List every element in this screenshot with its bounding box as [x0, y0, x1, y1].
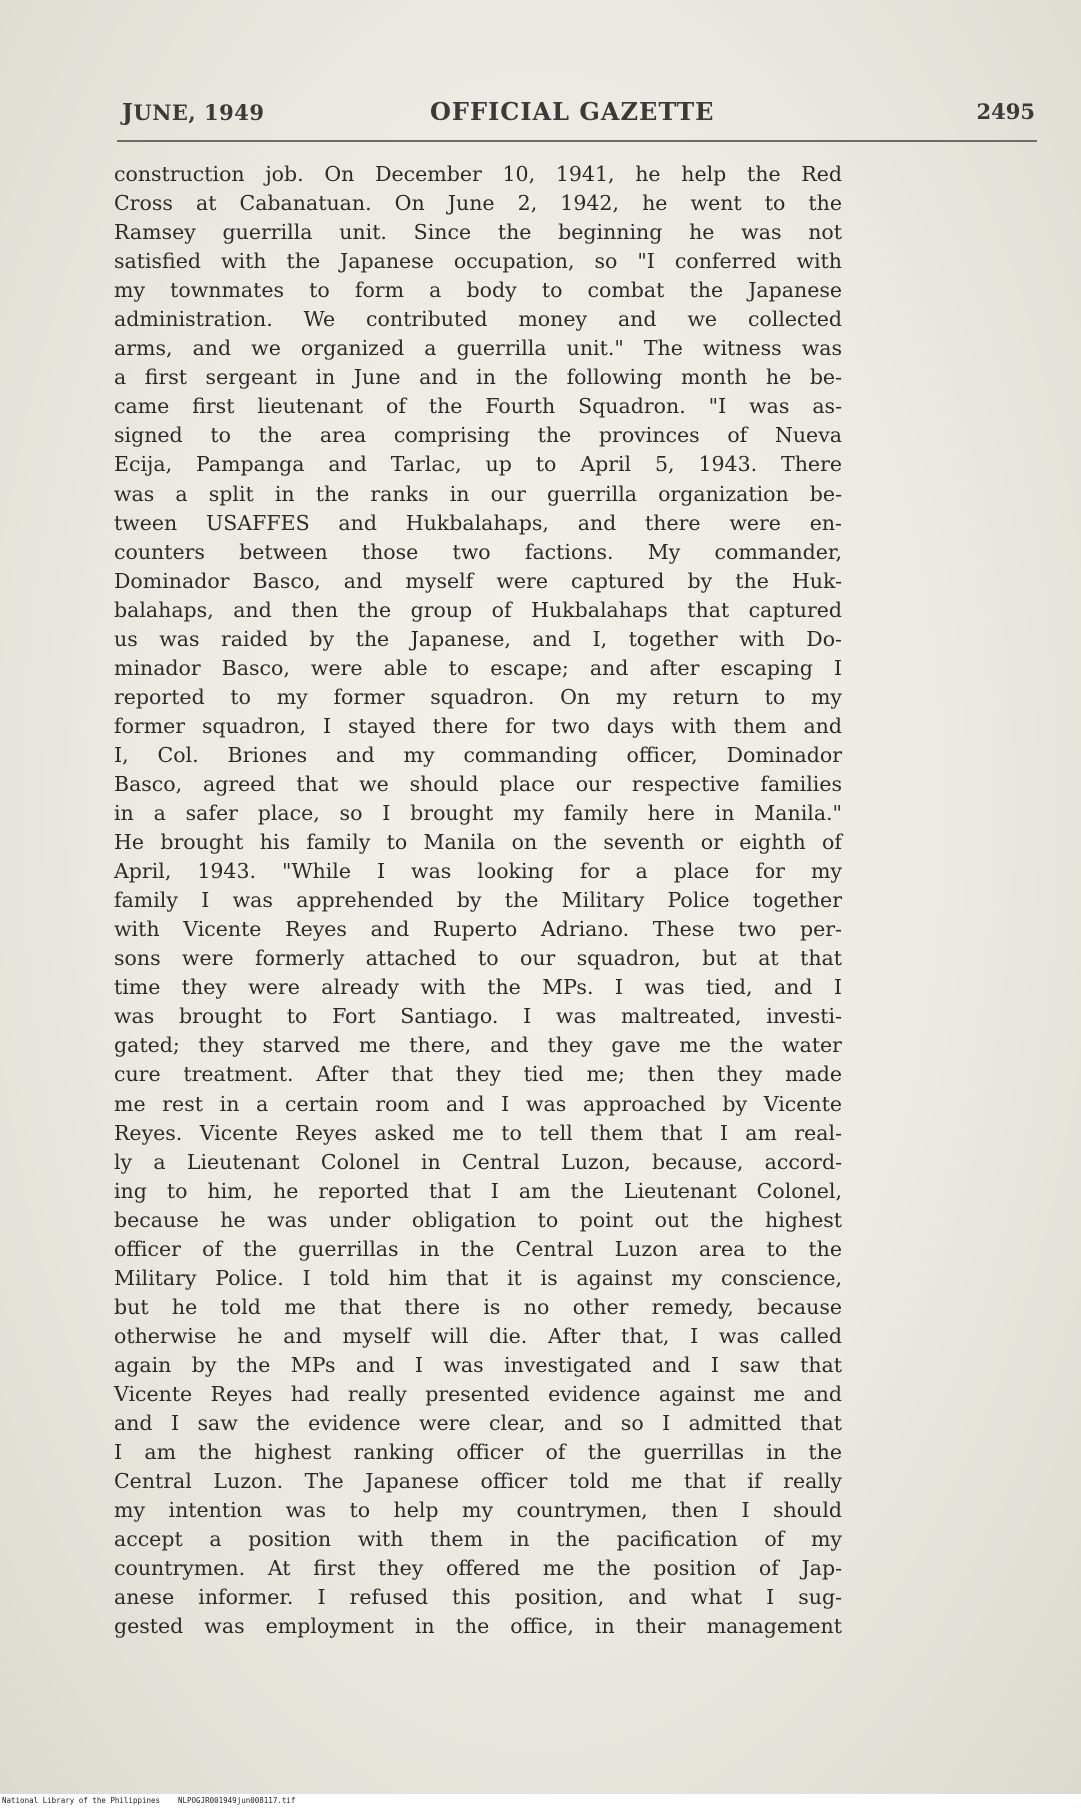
text-line: cure treatment. After that they tied me; then they made	[114, 1062, 842, 1087]
header-date-rest: UNE, 1949	[133, 100, 265, 125]
text-line: Ecija, Pampanga and Tarlac, up to April 5, 1943. There	[114, 452, 842, 477]
text-line: Cross at Cabanatuan. On June 2, 1942, he went to the	[114, 191, 842, 216]
text-line: I am the highest ranking officer of the guerrillas in the	[114, 1440, 842, 1465]
text-line: us was raided by the Japanese, and I, together with Do-	[114, 626, 842, 651]
text-line: tween USAFFES and Hukbalahaps, and there were en-	[114, 510, 842, 535]
text-line: was brought to Fort Santiago. I was maltreated, investi-	[114, 1004, 842, 1029]
text-line: otherwise he and myself will die. After that, I was called	[114, 1323, 842, 1348]
text-line: because he was under obligation to point out the highest	[114, 1207, 842, 1232]
page-header	[120, 95, 1035, 129]
text-line: ing to him, he reported that I am the Lieutenant Colonel,	[114, 1178, 842, 1203]
text-line: again by the MPs and I was investigated and I saw that	[114, 1352, 842, 1377]
text-line: but he told me that there is no other remedy, because	[114, 1294, 842, 1319]
header-date-initial: J	[122, 99, 134, 126]
text-line: accept a position with them in the pacification of my	[114, 1527, 842, 1552]
text-line: Reyes. Vicente Reyes asked me to tell them that I am real-	[114, 1120, 842, 1145]
text-line: former squadron, I stayed there for two days with them and	[114, 713, 842, 738]
scan-footer	[0, 1794, 1081, 1808]
text-line: construction job. On December 10, 1941, he help the Red	[114, 162, 842, 186]
text-line: He brought his family to Manila on the seventh or eighth of	[114, 830, 842, 855]
text-line: Dominador Basco, and myself were captured by the Huk-	[114, 568, 842, 593]
library-credit: National Library of the Philippines	[2, 1796, 161, 1805]
header-rule	[117, 140, 1037, 142]
text-line: with Vicente Reyes and Ruperto Adriano. These two per-	[114, 917, 842, 942]
page-number: 2495	[976, 99, 1035, 124]
text-line: gated; they starved me there, and they gave me the water	[114, 1033, 842, 1058]
text-line: officer of the guerrillas in the Central Luzon area to the	[114, 1236, 842, 1261]
text-line: sons were formerly attached to our squadron, but at that	[114, 946, 842, 971]
text-line: was a split in the ranks in our guerrilla organization be-	[114, 481, 842, 506]
text-line: balahaps, and then the group of Hukbalahaps that captured	[114, 597, 842, 622]
text-line: gested was employment in the office, in their management	[114, 1614, 842, 1639]
text-line: my townmates to form a body to combat the Japanese	[114, 278, 842, 303]
text-line: me rest in a certain room and I was approached by Vicente	[114, 1091, 842, 1116]
text-line: I, Col. Briones and my commanding officer, Dominador	[114, 742, 842, 767]
text-line: arms, and we organized a guerrilla unit." The witness was	[114, 336, 842, 361]
header-date	[122, 99, 264, 126]
text-line: a first sergeant in June and in the following month he be-	[114, 365, 842, 390]
text-line: satisfied with the Japanese occupation, so "I conferred with	[114, 249, 842, 274]
text-line: Basco, agreed that we should place our respective families	[114, 771, 842, 796]
text-line: Ramsey guerrilla unit. Since the beginning he was not	[114, 220, 842, 245]
text-line: counters between those two factions. My commander,	[114, 539, 842, 564]
body-text	[114, 160, 842, 1641]
scan-filename: NLPOGJR001949jun008117.tif	[178, 1796, 296, 1805]
text-line: and I saw the evidence were clear, and so I admitted that	[114, 1411, 842, 1436]
text-line: ly a Lieutenant Colonel in Central Luzon, because, accord-	[114, 1149, 842, 1174]
text-line: countrymen. At first they offered me the position of Jap-	[114, 1556, 842, 1581]
text-line: Military Police. I told him that it is against my conscience,	[114, 1265, 842, 1290]
text-line: April, 1943. "While I was looking for a place for my	[114, 859, 842, 884]
text-line: my intention was to help my countrymen, then I should	[114, 1498, 842, 1523]
text-line: family I was apprehended by the Military Police together	[114, 888, 842, 913]
publication-title: OFFICIAL GAZETTE	[430, 97, 715, 126]
text-line: Central Luzon. The Japanese officer told me that if really	[114, 1469, 842, 1494]
text-line: signed to the area comprising the provinces of Nueva	[114, 423, 842, 448]
text-line: minador Basco, were able to escape; and after escaping I	[114, 655, 842, 680]
text-line: administration. We contributed money and we collected	[114, 307, 842, 332]
text-line: time they were already with the MPs. I was tied, and I	[114, 975, 842, 1000]
text-line: reported to my former squadron. On my return to my	[114, 684, 842, 709]
text-line: in a safer place, so I brought my family here in Manila."	[114, 801, 842, 826]
text-line: came first lieutenant of the Fourth Squadron. "I was as-	[114, 394, 842, 419]
text-line: anese informer. I refused this position, and what I sug-	[114, 1585, 842, 1610]
text-line: Vicente Reyes had really presented evidence against me and	[114, 1381, 842, 1406]
